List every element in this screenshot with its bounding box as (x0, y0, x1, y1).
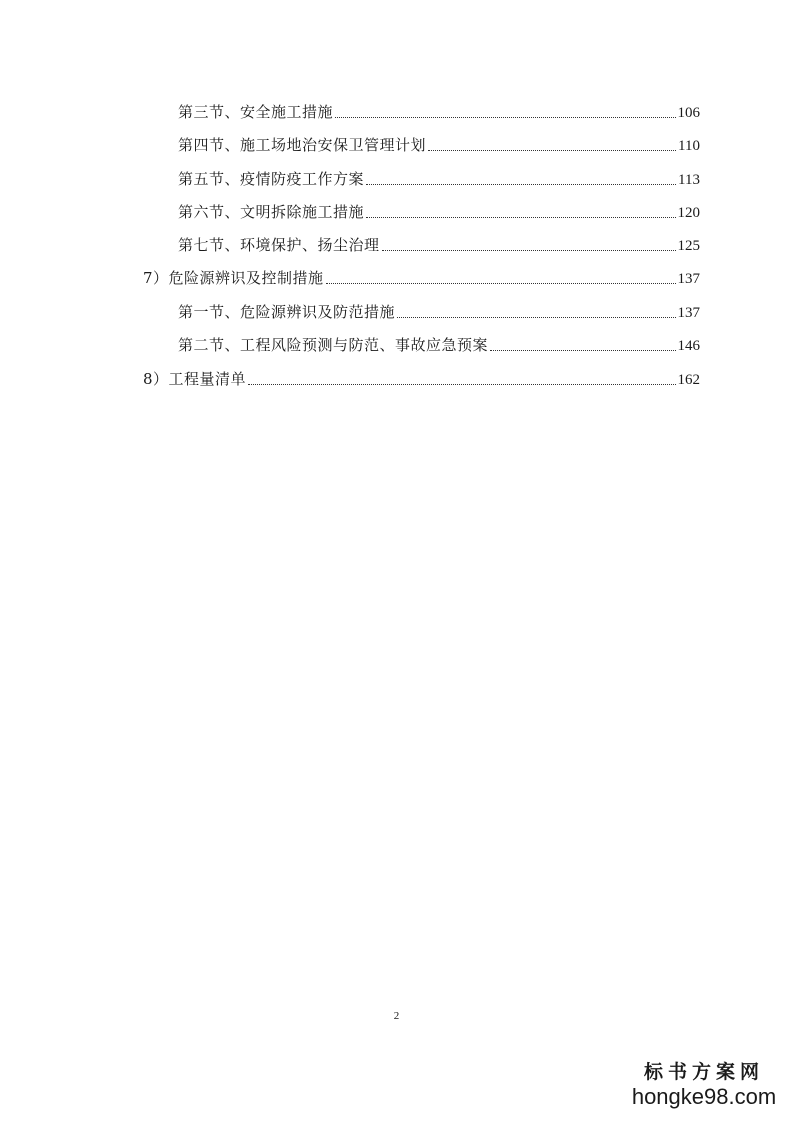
page-number: 2 (393, 1010, 400, 1022)
toc-dot-leader (490, 349, 675, 351)
toc-dot-leader (382, 249, 676, 251)
toc-entry[interactable] (178, 300, 700, 324)
watermark-logo (629, 1060, 779, 1110)
toc-entry[interactable] (178, 333, 700, 357)
toc-entry[interactable] (143, 266, 700, 290)
toc-entry-page: 106 (677, 105, 700, 121)
toc-entry-title: 第三节、安全施工措施 (178, 103, 334, 121)
toc-entry-title: 第六节、文明拆除施工措施 (178, 203, 365, 221)
toc-entry-page: 113 (678, 172, 700, 188)
toc-dot-leader (366, 183, 676, 185)
toc-entry[interactable] (143, 367, 700, 391)
toc-entry[interactable] (178, 167, 700, 191)
toc-entry[interactable] (178, 233, 700, 257)
toc-dot-leader (248, 383, 675, 385)
toc-dot-leader (326, 282, 676, 284)
toc-entry-title: 第二节、工程风险预测与防范、事故应急预案 (178, 336, 489, 354)
toc-entry-page: 137 (677, 305, 700, 321)
toc-entry-page: 137 (677, 271, 700, 287)
toc-dot-leader (428, 149, 676, 151)
toc-entry[interactable] (178, 133, 700, 157)
toc-entry-page: 110 (678, 138, 700, 154)
toc-entry-page: 125 (677, 238, 700, 254)
watermark-name: 标书方案网 (643, 1061, 764, 1083)
toc-entry[interactable] (178, 200, 700, 224)
toc-entry-page: 162 (677, 372, 700, 388)
toc-dot-leader (366, 216, 675, 218)
toc-entry-title: 第五节、疫情防疫工作方案 (178, 170, 365, 188)
toc-entry-title: 7）危险源辨识及控制措施 (143, 269, 324, 287)
watermark-url: hongke98.com (631, 1084, 777, 1109)
toc-entry-page: 146 (677, 338, 700, 354)
toc-entry-title: 第七节、环境保护、扬尘治理 (178, 236, 380, 254)
toc-dot-leader (397, 316, 675, 318)
toc-entry-title: 第一节、危险源辨识及防范措施 (178, 303, 396, 321)
toc-entry[interactable] (178, 100, 700, 124)
toc-entry-page: 120 (677, 205, 700, 221)
toc-entry-title: 第四节、施工场地治安保卫管理计划 (178, 136, 427, 154)
toc-dot-leader (335, 116, 675, 118)
toc-entry-title: 8）工程量清单 (143, 370, 247, 388)
